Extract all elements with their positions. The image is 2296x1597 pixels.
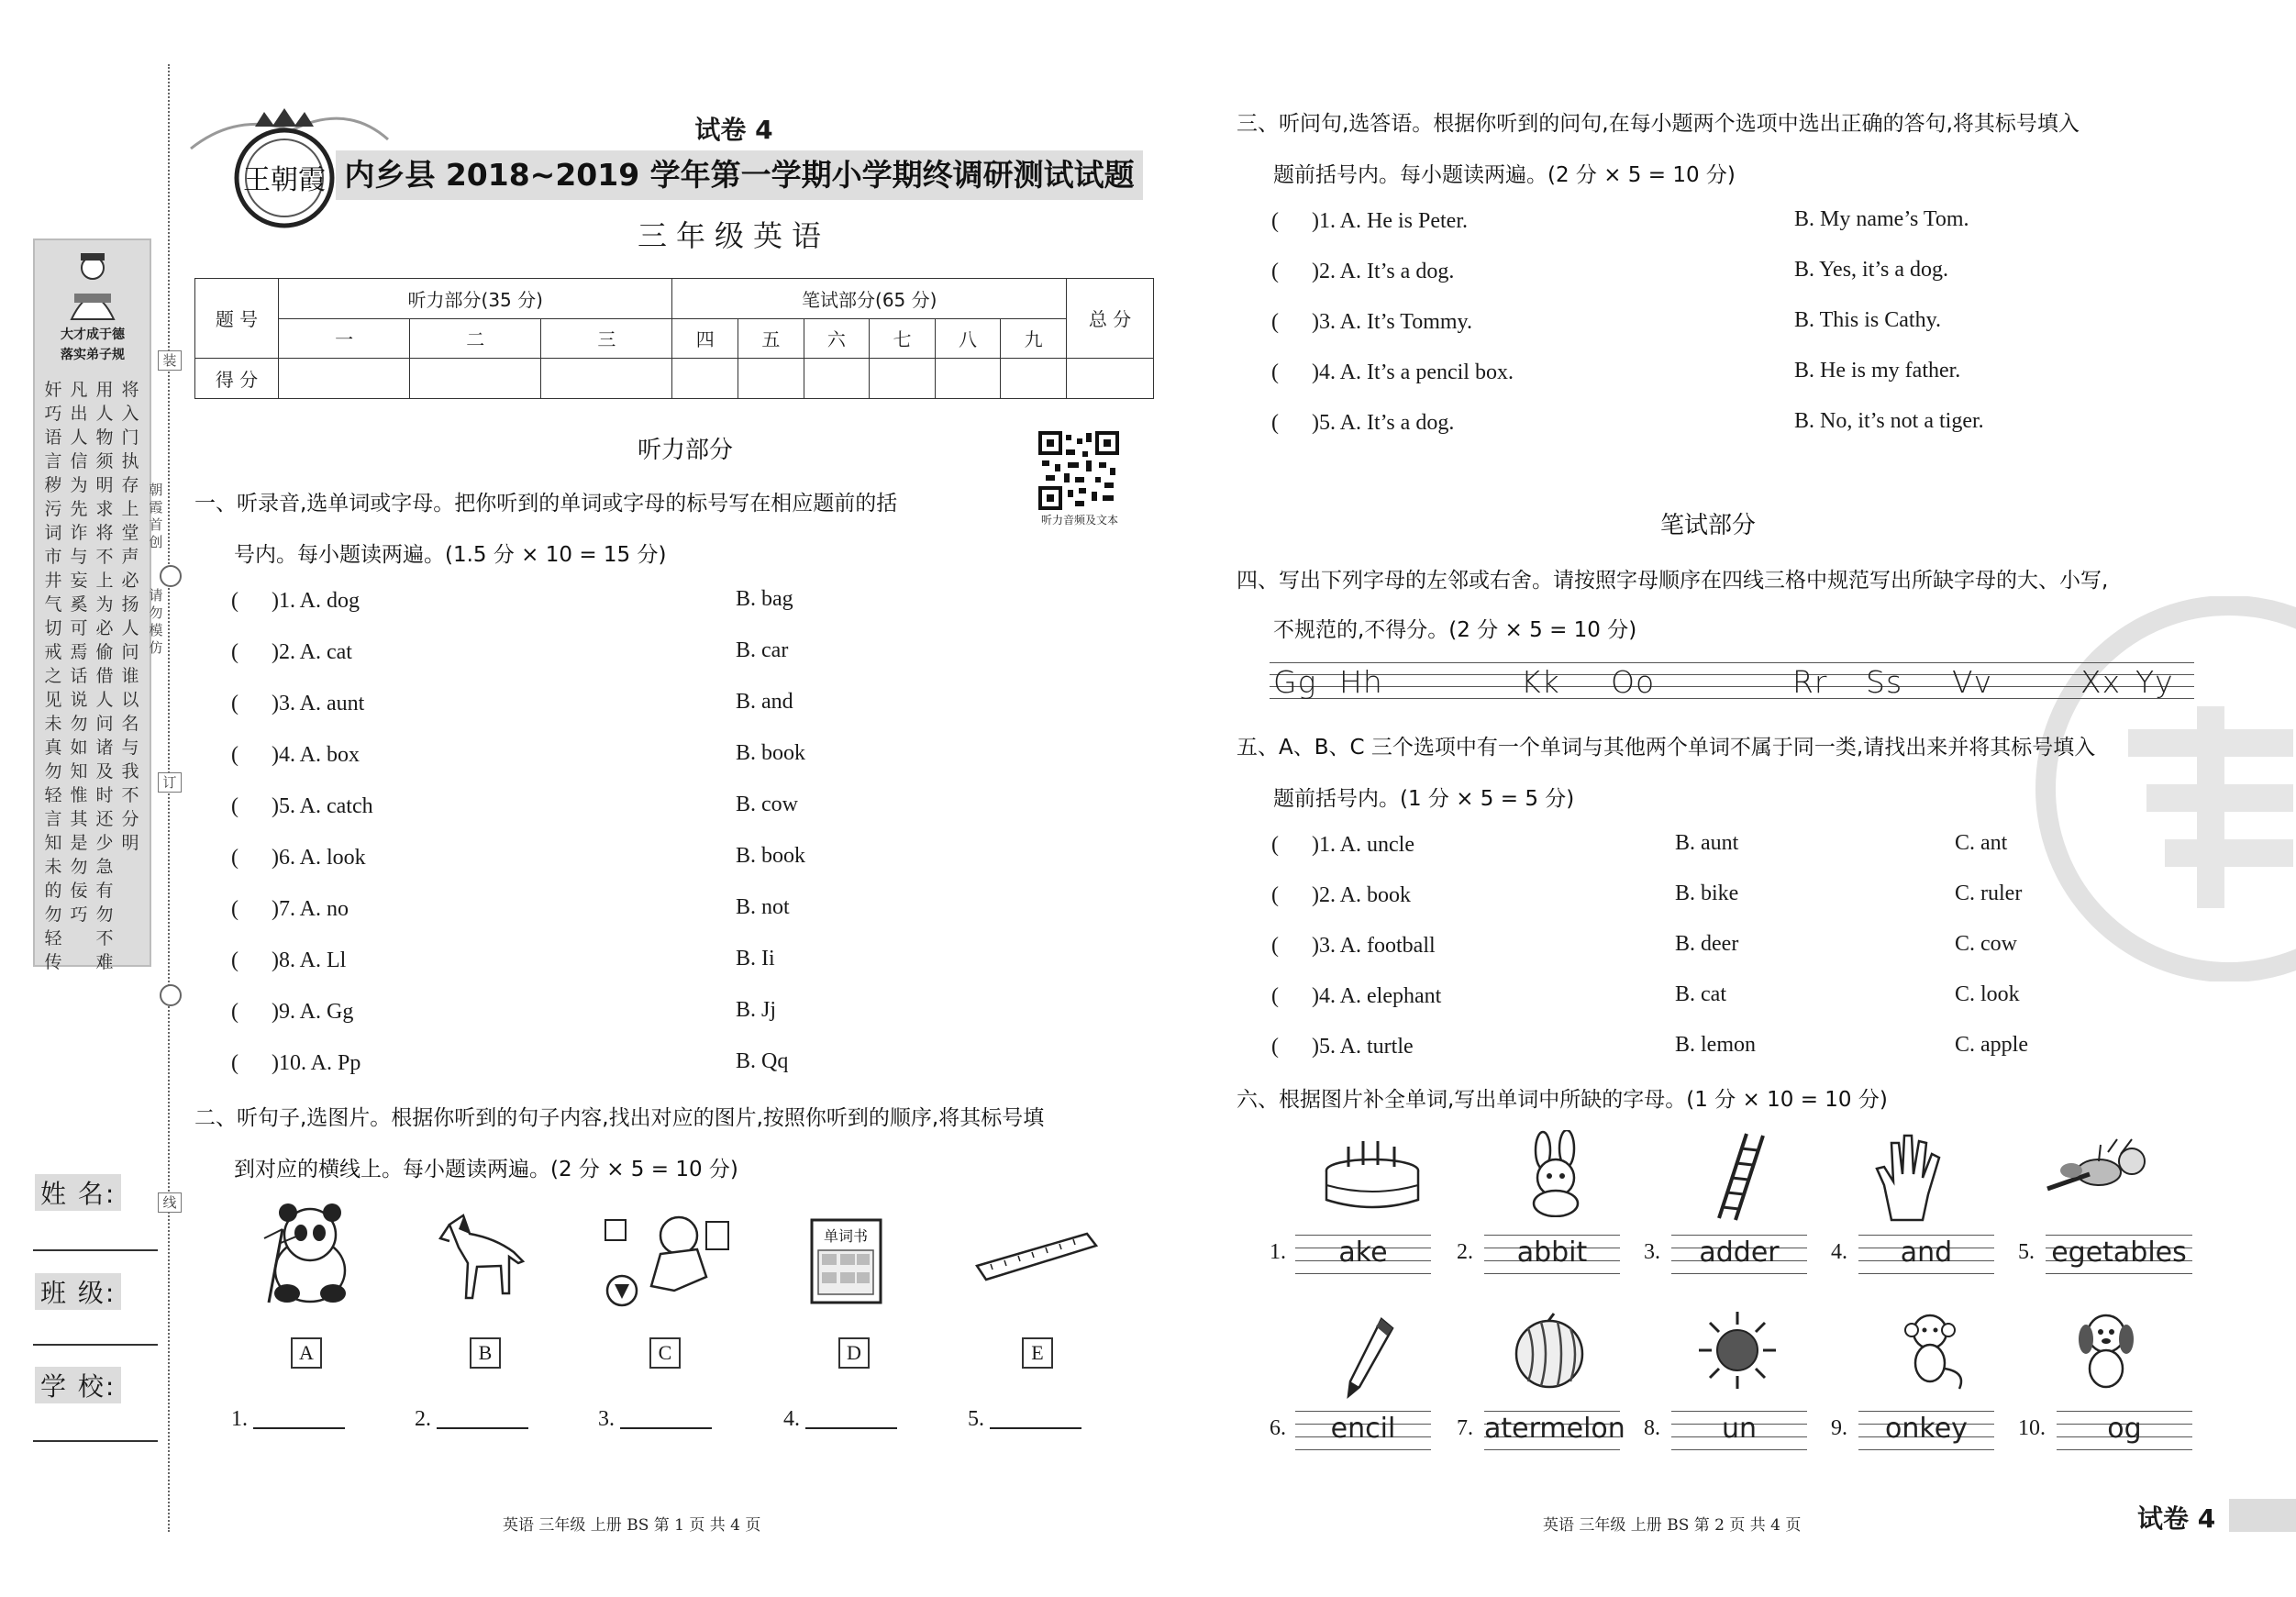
s5-option-b: B. bike: [1675, 882, 1739, 905]
answer-paren[interactable]: (: [1271, 411, 1312, 435]
s3-question: [1271, 409, 1984, 440]
cut-circle-icon: [160, 565, 182, 587]
s1-option-b: B. Ii: [736, 947, 775, 970]
score-th-listening: 听力部分(35 分): [279, 279, 672, 319]
s5-option-b: B. deer: [1675, 932, 1739, 956]
s1-option-a: )3. A. aunt: [272, 692, 365, 715]
side-text-1: 朝霞首创: [149, 482, 163, 550]
answer-paren[interactable]: (: [231, 692, 272, 715]
score-cell[interactable]: [410, 358, 541, 398]
answer-paren[interactable]: (: [1271, 360, 1312, 384]
picture-label-b: B: [470, 1337, 501, 1369]
s5-instruction-2: 题前括号内。(1 分 × 5 = 5 分): [1273, 787, 1575, 811]
s5-option-c: C. cow: [1955, 932, 2017, 956]
s3-question: [1271, 258, 1949, 289]
s5-question: [1271, 882, 2023, 913]
grid-letter: Yy: [2135, 664, 2174, 700]
s1-question: [231, 998, 777, 1029]
s2-blank-number: 3.: [598, 1407, 615, 1431]
s5-question: [1271, 831, 2008, 862]
s3-question: [1271, 308, 1942, 339]
s6-word: egetables: [2051, 1237, 2187, 1269]
score-cell[interactable]: [804, 358, 870, 398]
s6-number: 5.: [2018, 1240, 2035, 1264]
s6-word: adder: [1699, 1237, 1780, 1269]
s2-instruction-2: 到对应的横线上。每小题读两遍。(2 分 × 5 = 10 分): [234, 1158, 738, 1181]
s1-option-a: )9. A. Gg: [272, 1000, 354, 1024]
score-cell[interactable]: [870, 358, 936, 398]
s1-option-a: )6. A. look: [272, 846, 366, 870]
s2-instruction-1: 二、听句子,选图片。根据你听到的句子内容,找出对应的图片,按照你听到的顺序,将其标号填: [194, 1106, 1045, 1130]
answer-paren[interactable]: (: [231, 846, 272, 870]
exam-tag: 试卷 4: [694, 115, 773, 145]
s1-option-b: B. book: [736, 844, 806, 868]
answer-paren[interactable]: (: [231, 897, 272, 921]
s1-question: [231, 741, 806, 772]
s1-option-b: B. bag: [736, 587, 793, 611]
s5-option-a: )3. A. football: [1312, 934, 1436, 958]
grid-letter: Ss: [1866, 664, 1903, 700]
motto-col-1: 奸巧语言秽污词市井气切戒之见未真勿轻言知未的勿轻传: [44, 380, 62, 972]
s3-option-a: )5. A. It’s a dog.: [1312, 411, 1455, 435]
s3-question: [1271, 207, 1969, 238]
s6-number: 1.: [1270, 1240, 1286, 1264]
s6-number: 10.: [2018, 1416, 2046, 1440]
score-cell[interactable]: [541, 358, 672, 398]
s4-instruction-1: 四、写出下列字母的左邻或右舍。请按照字母顺序在四线三格中规范写出所缺字母的大、小写,: [1237, 569, 2109, 593]
s5-option-b: B. cat: [1675, 982, 1726, 1006]
footer-exam-tag: 试卷 4: [2137, 1503, 2216, 1534]
s5-instruction-1: 五、A、B、C 三个选项中有一个单词与其他两个单词不属于同一类,请找出来并将其标号填入: [1237, 736, 2096, 760]
ruler-picture: [972, 1229, 1101, 1284]
score-th-total: 总 分: [1067, 279, 1154, 359]
s5-option-a: )2. A. book: [1312, 883, 1411, 907]
panda-picture: [246, 1202, 365, 1307]
motto-top-1: 大才成于德: [61, 327, 125, 342]
s2-answer-blank[interactable]: [231, 1407, 345, 1432]
school-label: 学 校:: [35, 1367, 121, 1403]
s5-option-b: B. aunt: [1675, 831, 1739, 855]
motto-panel: [33, 238, 151, 972]
score-cell[interactable]: [738, 358, 804, 398]
ladder-picture: [1706, 1130, 1770, 1222]
answer-paren[interactable]: (: [231, 589, 272, 613]
motto-col-4: 将入门执存上堂声必扬人问谁以名与我不分明: [121, 380, 139, 853]
s5-option-c: C. ruler: [1955, 882, 2023, 905]
s1-option-a: )7. A. no: [272, 897, 349, 921]
s3-question: [1271, 359, 1961, 390]
s6-number: 4.: [1831, 1240, 1847, 1264]
cut-label-zhuang: 装: [158, 350, 182, 371]
footer-page-1: 英语 三年级 上册 BS 第 1 页 共 4 页: [503, 1516, 761, 1535]
s4-instruction-2: 不规范的,不得分。(2 分 × 5 = 10 分): [1273, 618, 1637, 642]
score-col: 四: [672, 319, 738, 358]
s1-option-b: B. not: [736, 895, 790, 919]
score-cell[interactable]: [279, 358, 410, 398]
horse-picture: [431, 1206, 537, 1307]
name-label: 姓 名:: [35, 1174, 121, 1211]
picture-label-c: C: [649, 1337, 681, 1369]
score-col: 八: [935, 319, 1001, 358]
s1-instruction-2: 号内。每小题读两遍。(1.5 分 × 10 = 15 分): [234, 543, 667, 567]
s6-word: og: [2107, 1413, 2142, 1445]
name-line[interactable]: [33, 1249, 158, 1251]
hand-picture: [1871, 1130, 1945, 1222]
s1-option-b: B. and: [736, 690, 793, 714]
s6-word: and: [1900, 1237, 1953, 1269]
rabbit-picture: [1515, 1130, 1598, 1217]
s3-instruction-2: 题前括号内。每小题读两遍。(2 分 × 5 = 10 分): [1273, 163, 1736, 187]
s3-option-b: B. No, it’s not a tiger.: [1794, 409, 1984, 433]
answer-paren[interactable]: (: [231, 743, 272, 767]
s1-question: [231, 947, 775, 978]
s6-word: un: [1721, 1413, 1758, 1445]
s1-option-b: B. car: [736, 638, 789, 662]
answer-paren[interactable]: (: [1271, 934, 1312, 958]
s6-word: encil: [1330, 1413, 1396, 1445]
s1-option-b: B. Qq: [736, 1049, 789, 1073]
grid-letter: Kk: [1521, 664, 1560, 700]
s6-word: atermelon: [1484, 1413, 1625, 1445]
s3-option-a: )2. A. It’s a dog.: [1312, 260, 1455, 283]
footer-page-2: 英语 三年级 上册 BS 第 2 页 共 4 页: [1543, 1516, 1802, 1535]
grid-letter: Oo: [1611, 664, 1656, 700]
sun-picture: [1695, 1308, 1780, 1392]
book-title: 单词书: [823, 1227, 869, 1245]
answer-paren[interactable]: (: [1271, 260, 1312, 283]
s5-question: [1271, 932, 2017, 963]
s6-number: 2.: [1457, 1240, 1473, 1264]
cut-circle-icon: [160, 984, 182, 1006]
qr-code-icon: [1038, 431, 1119, 510]
s1-question: [231, 895, 790, 926]
score-col: 一: [279, 319, 410, 358]
class-label: 班 级:: [35, 1273, 121, 1310]
school-line[interactable]: [33, 1440, 158, 1442]
s1-option-a: )2. A. cat: [272, 640, 352, 664]
score-row-label: 得 分: [195, 358, 279, 398]
s3-option-b: B. This is Cathy.: [1794, 308, 1942, 332]
s6-word-grid[interactable]: [1671, 1235, 1807, 1275]
score-cell[interactable]: [1001, 358, 1067, 398]
s2-answer-blank[interactable]: [968, 1407, 1081, 1432]
score-table: [194, 278, 1154, 399]
s5-option-a: )4. A. elephant: [1312, 984, 1442, 1008]
s1-option-b: B. Jj: [736, 998, 777, 1022]
s3-option-a: )4. A. It’s a pencil box.: [1312, 360, 1514, 384]
s6-word-grid[interactable]: [2057, 1411, 2192, 1451]
s2-blank-number: 4.: [783, 1407, 800, 1431]
s6-word-grid[interactable]: [1484, 1235, 1620, 1275]
footer-tag-block: [2229, 1499, 2296, 1532]
side-text-2: 请勿模仿: [149, 587, 163, 656]
score-th-writing: 笔试部分(65 分): [672, 279, 1067, 319]
s1-question: [231, 587, 793, 618]
playing-picture: [596, 1203, 734, 1309]
score-col: 九: [1001, 319, 1067, 358]
cut-label-xian: 线: [158, 1192, 182, 1213]
answer-paren[interactable]: (: [1271, 1035, 1312, 1059]
answer-paren[interactable]: (: [231, 794, 272, 818]
s6-word: ake: [1338, 1237, 1388, 1269]
vegetables-picture: [2044, 1134, 2154, 1207]
s3-option-b: B. He is my father.: [1794, 359, 1961, 383]
s5-question: [1271, 982, 2020, 1014]
score-th-number: 题 号: [195, 279, 279, 359]
s6-word: onkey: [1885, 1413, 1968, 1445]
s1-question: [231, 844, 806, 875]
cut-label-ding: 订: [158, 772, 182, 793]
s2-blank-number: 5.: [968, 1407, 984, 1431]
s2-answer-blank[interactable]: [415, 1407, 528, 1432]
s6-word-grid[interactable]: [1671, 1411, 1807, 1451]
s6-word-grid[interactable]: [1858, 1235, 1994, 1275]
s1-question: [231, 793, 798, 824]
motto-col-2: 凡出人信为先诈与妄奚可焉话说勿如知惟其是勿佞巧: [70, 380, 88, 925]
s6-number: 3.: [1644, 1240, 1660, 1264]
pencil-picture: [1341, 1315, 1396, 1400]
s1-option-b: B. book: [736, 741, 806, 765]
score-col: 七: [870, 319, 936, 358]
s2-answer-blank[interactable]: [783, 1407, 897, 1432]
binding-margin: [0, 0, 172, 1597]
s6-number: 8.: [1644, 1416, 1660, 1440]
grid-letter: Xx: [2080, 664, 2122, 700]
s1-question: [231, 638, 789, 670]
motto-col-3: 用人物须明求将不上为必偷借人问诸及时还少急有勿不难: [95, 380, 114, 972]
score-col: 三: [541, 319, 672, 358]
s1-option-a: )5. A. catch: [272, 794, 373, 818]
answer-paren[interactable]: (: [1271, 833, 1312, 857]
motto-top-2: 落实弟子规: [61, 348, 125, 362]
s1-option-a: )1. A. dog: [272, 589, 360, 613]
writing-heading: 笔试部分: [1660, 512, 1757, 539]
monkey-picture: [1895, 1308, 1970, 1392]
s2-blank-number: 1.: [231, 1407, 248, 1431]
s1-option-a: )8. A. Ll: [272, 948, 347, 972]
grid-letter: Hh: [1339, 664, 1383, 700]
s6-number: 7.: [1457, 1416, 1473, 1440]
scholar-figure-icon: [61, 248, 125, 321]
s4-letter-grid[interactable]: [1270, 662, 2194, 703]
s5-option-c: C. look: [1955, 982, 2020, 1006]
word-book-picture: [807, 1215, 890, 1307]
exam-subtitle: 三年级英语: [637, 218, 830, 253]
answer-paren[interactable]: (: [1271, 883, 1312, 907]
s1-question: [231, 690, 793, 721]
answer-paren[interactable]: (: [1271, 310, 1312, 334]
s3-instruction-1: 三、听问句,选答语。根据你听到的问句,在每小题两个选项中选出正确的答句,将其标号填入: [1237, 112, 2080, 136]
cake-picture: [1321, 1134, 1424, 1212]
s1-question: [231, 1049, 789, 1081]
dog-picture: [2073, 1308, 2139, 1391]
s6-word-grid[interactable]: [1858, 1411, 1994, 1451]
s3-option-b: B. My name’s Tom.: [1794, 207, 1969, 231]
grid-letter: Rr: [1792, 664, 1828, 700]
answer-paren[interactable]: (: [231, 1051, 272, 1075]
exam-title: 内乡县 2018~2019 学年第一学期小学期终调研测试试题: [336, 150, 1143, 200]
picture-label-a: A: [291, 1337, 322, 1369]
s6-number: 6.: [1270, 1416, 1286, 1440]
s6-number: 9.: [1831, 1416, 1847, 1440]
answer-paren[interactable]: (: [231, 948, 272, 972]
grid-letter: Vv: [1952, 664, 1993, 700]
s3-option-a: )3. A. It’s Tommy.: [1312, 310, 1472, 334]
s5-option-a: )5. A. turtle: [1312, 1035, 1414, 1059]
score-cell-total[interactable]: [1067, 358, 1154, 398]
s3-option-a: )1. A. He is Peter.: [1312, 209, 1468, 233]
picture-label-d: D: [838, 1337, 870, 1369]
s2-answer-blank[interactable]: [598, 1407, 712, 1432]
s6-instruction: 六、根据图片补全单词,写出单词中所缺的字母。(1 分 × 10 = 10 分): [1237, 1088, 1888, 1112]
seal-watermark: [2018, 596, 2296, 981]
s2-blank-number: 2.: [415, 1407, 431, 1431]
answer-paren[interactable]: (: [1271, 209, 1312, 233]
s5-option-b: B. lemon: [1675, 1033, 1756, 1057]
answer-paren[interactable]: (: [1271, 984, 1312, 1008]
s6-word-grid[interactable]: [1295, 1411, 1431, 1451]
answer-paren[interactable]: (: [231, 640, 272, 664]
qr-caption: 听力音频及文本: [1040, 514, 1118, 527]
s5-option-c: C. apple: [1955, 1033, 2028, 1057]
s5-question: [1271, 1033, 2028, 1064]
s3-option-b: B. Yes, it’s a dog.: [1794, 258, 1949, 282]
s5-option-c: C. ant: [1955, 831, 2008, 855]
score-col: 六: [804, 319, 870, 358]
brand-name: 王朝霞: [243, 164, 326, 196]
s5-option-a: )1. A. uncle: [1312, 833, 1414, 857]
grid-letter: Gg: [1273, 664, 1317, 700]
s6-word-grid[interactable]: [1484, 1411, 1625, 1451]
s6-word: abbit: [1516, 1237, 1588, 1269]
class-line[interactable]: [33, 1344, 158, 1346]
s1-option-b: B. cow: [736, 793, 798, 816]
watermelon-picture: [1510, 1312, 1589, 1391]
s1-option-a: )4. A. box: [272, 743, 360, 767]
picture-label-e: E: [1022, 1337, 1053, 1369]
cut-line: [168, 64, 170, 1532]
answer-paren[interactable]: (: [231, 1000, 272, 1024]
score-col: 二: [410, 319, 541, 358]
s6-word-grid[interactable]: [2046, 1235, 2192, 1275]
score-cell[interactable]: [672, 358, 738, 398]
score-col: 五: [738, 319, 804, 358]
s1-instruction-1: 一、听录音,选单词或字母。把你听到的单词或字母的标号写在相应题前的括: [194, 492, 898, 516]
score-cell[interactable]: [935, 358, 1001, 398]
s6-word-grid[interactable]: [1295, 1235, 1431, 1275]
s1-option-a: )10. A. Pp: [272, 1051, 361, 1075]
listening-heading: 听力部分: [638, 437, 734, 464]
